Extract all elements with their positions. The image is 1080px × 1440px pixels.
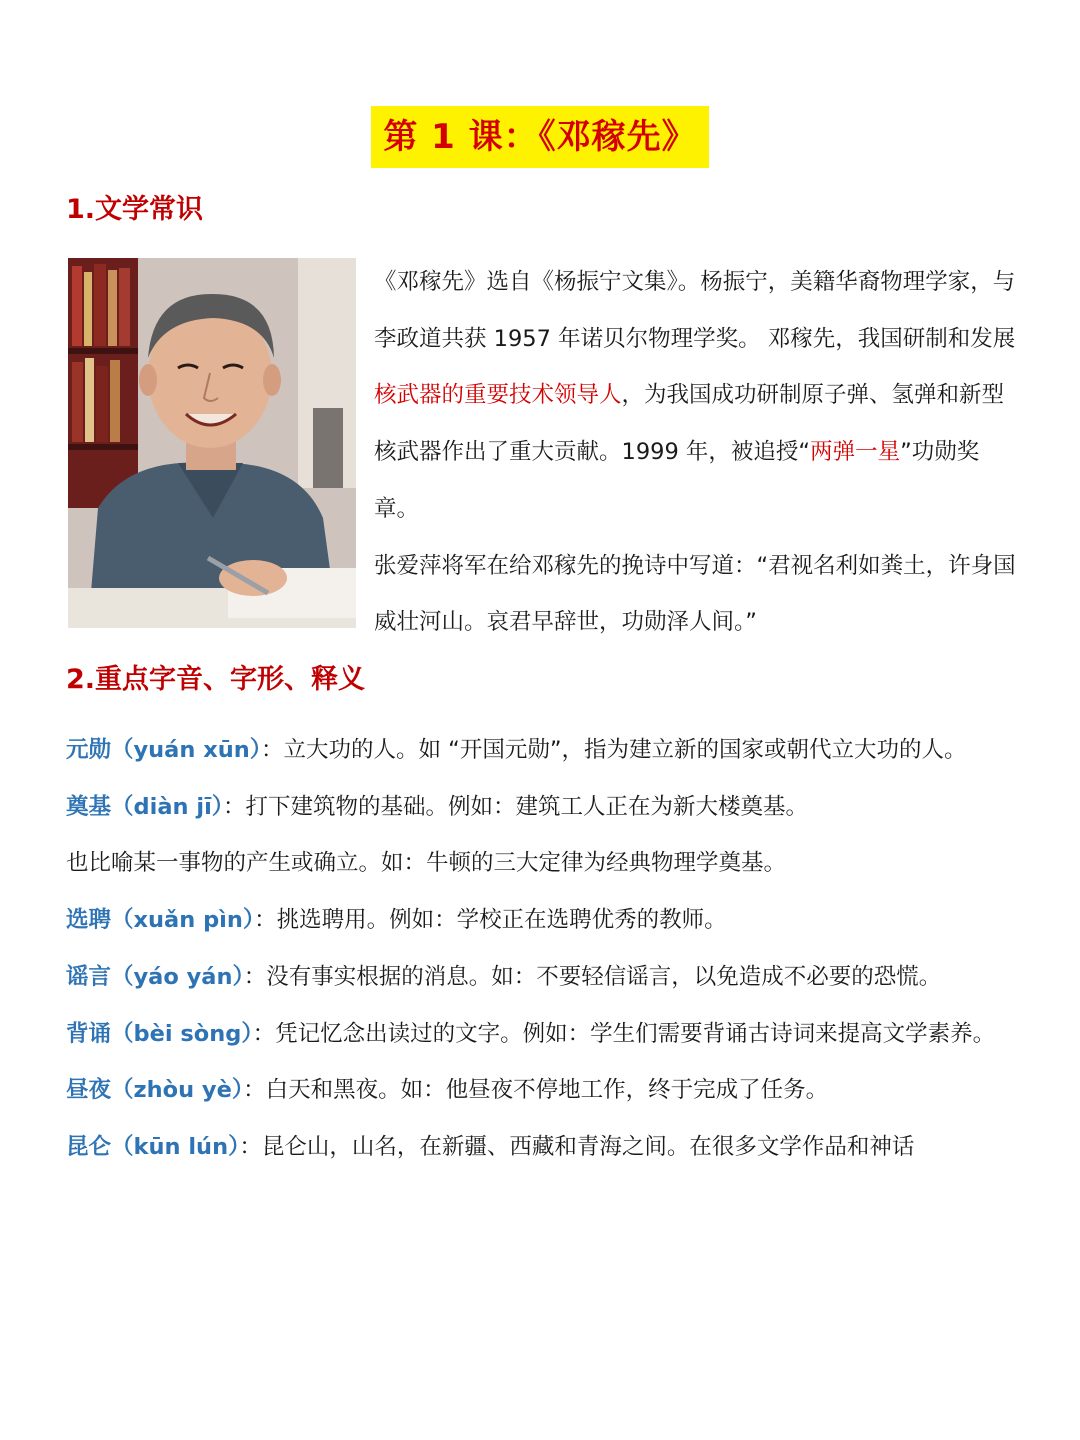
vocab-entry <box>66 892 1022 949</box>
vocab-term: 奠基（diàn jī） <box>66 793 224 820</box>
vocab-term: 元勋（yuán xūn） <box>66 737 262 763</box>
vocab-entry <box>66 835 1022 892</box>
literary-knowledge-text <box>374 254 1024 651</box>
vocab-term: 昆仑（kūn lún） <box>66 1133 240 1160</box>
section-heading-vocabulary: 2.重点字音、字形、释义 <box>66 664 366 695</box>
page-title: 第 1 课：《邓稼先》 <box>371 106 708 168</box>
vocabulary-list <box>66 722 1022 1176</box>
vocab-definition: ：凭记忆念出读过的文字。例如：学生们需要背诵古诗词来提高文学素养。 <box>252 1020 996 1047</box>
vocab-definition: ：没有事实根据的消息。如：不要轻信谣言，以免造成不必要的恐慌。 <box>243 963 942 990</box>
vocab-entry <box>66 1062 1022 1119</box>
vocab-term: 背诵（bèi sòng） <box>66 1020 253 1047</box>
vocab-definition: 也比喻某一事物的产生或确立。如：牛顿的三大定律为经典物理学奠基。 <box>66 850 787 877</box>
intro-paragraph-1 <box>374 254 1024 538</box>
vocab-entry <box>66 779 1022 836</box>
vocab-definition: ：打下建筑物的基础。例如：建筑工人正在为新大楼奠基。 <box>223 793 809 820</box>
intro-paragraph-2: 张爱萍将军在给邓稼先的挽诗中写道：“君视名利如粪土，许身国威壮河山。哀君早辞世，功勋泽人间。” <box>374 552 1016 636</box>
vocab-definition: ：昆仑山，山名，在新疆、西藏和青海之间。在很多文学作品和神话 <box>239 1133 915 1160</box>
portrait-photo <box>68 258 356 628</box>
vocab-term: 谣言（yáo yán） <box>66 963 244 990</box>
vocab-definition: ：立大功的人。如 “开国元勋”，指为建立新的国家或朝代立大功的人。 <box>261 737 967 763</box>
vocab-entry <box>66 1119 1022 1176</box>
title-wrap <box>0 106 1080 168</box>
vocab-term: 昼夜（zhòu yè） <box>66 1077 244 1104</box>
vocab-entry <box>66 949 1022 1006</box>
highlight-two-bombs-one-star: 两弹一星 <box>810 439 901 466</box>
intro-text-a: 《邓稼先》选自《杨振宁文集》。杨振宁，美籍华裔物理学家，与李政道共获 1957 年诺贝尔物理学奖。 邓稼先，我国研制和发展 <box>374 269 1016 352</box>
section-heading-literary-knowledge: 1.文学常识 <box>66 194 204 225</box>
vocab-entry <box>66 722 1022 779</box>
vocab-entry <box>66 1006 1022 1063</box>
intro-text-b: ，为我国成功研制原子弹、氢弹和新型核武器作出了重大贡献。1999 年，被追授“ <box>374 382 1005 466</box>
highlight-nuclear-leader: 核武器的重要技术领导人 <box>374 382 622 409</box>
vocab-term: 选聘（xuǎn pìn） <box>66 907 255 934</box>
vocab-definition: ：挑选聘用。例如：学校正在选聘优秀的教师。 <box>254 907 727 934</box>
intro-text-c: ”功勋奖章。 <box>374 439 980 522</box>
vocab-definition: ：白天和黑夜。如：他昼夜不停地工作，终于完成了任务。 <box>243 1077 829 1104</box>
